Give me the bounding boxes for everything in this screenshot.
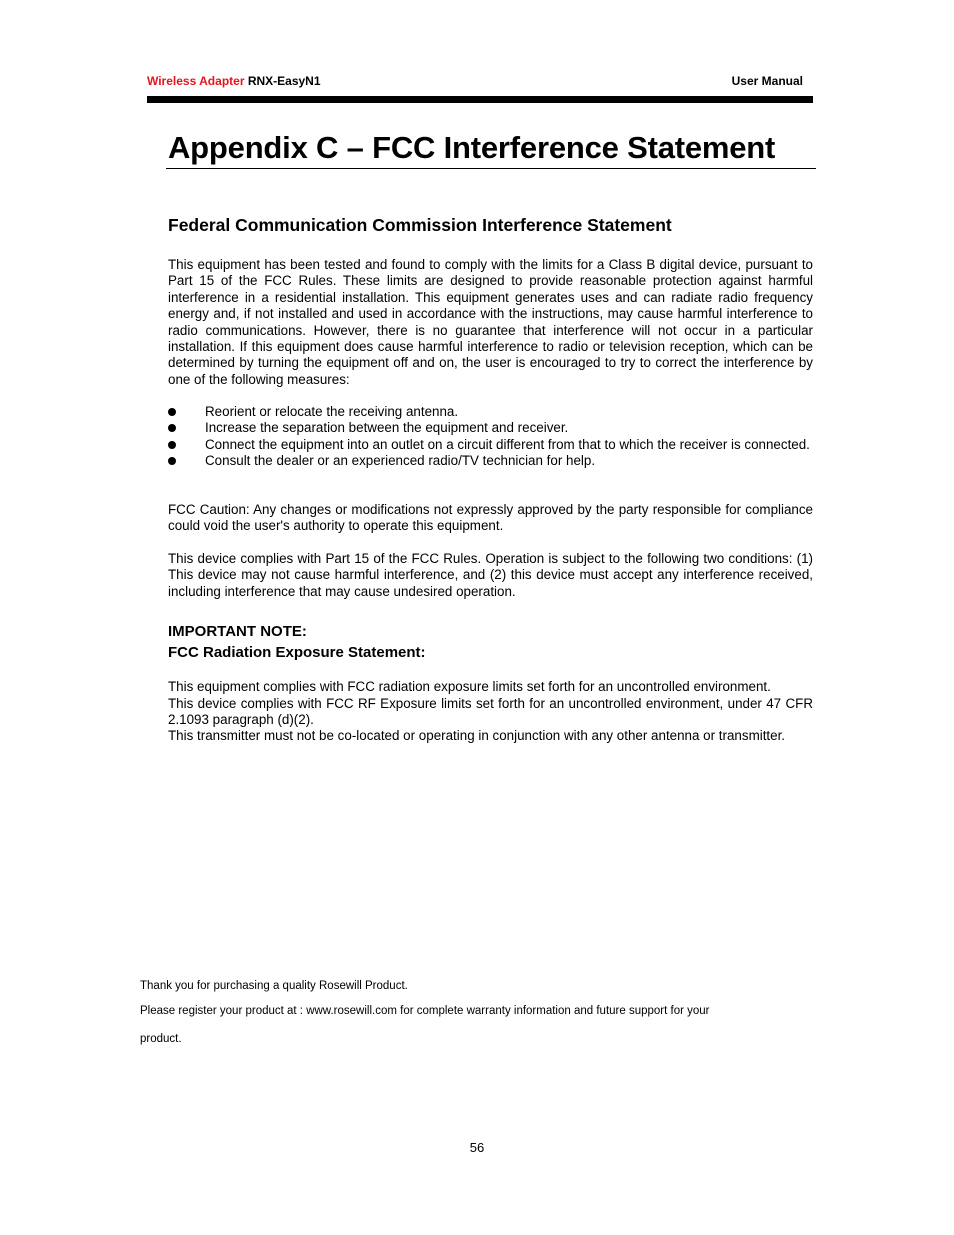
list-item-text: Increase the separation between the equipment and receiver. <box>205 420 569 436</box>
header-product <box>147 74 321 88</box>
header-product-type: Wireless Adapter <box>147 74 245 88</box>
radiation-line-1: This equipment complies with FCC radiation exposure limits set forth for an uncontrolled environment. <box>168 679 771 694</box>
header-model: RNX-EasyN1 <box>247 74 321 88</box>
radiation-exposure-heading: FCC Radiation Exposure Statement: <box>168 644 426 661</box>
list-item <box>168 453 813 469</box>
important-note-label: IMPORTANT NOTE: <box>168 623 307 640</box>
list-item <box>168 437 813 453</box>
list-item <box>168 404 813 420</box>
bullet-icon <box>168 457 176 465</box>
list-item-text: Reorient or relocate the receiving antenna. <box>205 404 459 419</box>
header-rule <box>147 96 813 103</box>
compliance-paragraph: This device complies with Part 15 of the FCC Rules. Operation is subject to the following two conditions: (1) This device may not cause harmful interference, and (2) this device must accept any interference received, including interference that may cause undesired operation. <box>168 551 813 599</box>
page-header <box>147 74 813 92</box>
intro-paragraph: This equipment has been tested and found to comply with the limits for a Class B digital device, pursuant to Part 15 of the FCC Rules. These limits are designed to provide reasonable protection against harmful interference in a residential installation. This equipment generates uses and can radiate radio frequency energy and, if not installed and used in accordance with the instructions, may cause harmful interference to radio communications. However, there is no guarantee that interference will not occur in a particular installation. If this equipment does cause harmful interference to radio or television reception, which can be determined by turning the equipment off and on, the user is encouraged to try to correct the interference by one of the following measures: <box>168 257 813 387</box>
footer-register-line-1: Please register your product at : www.rosewill.com for complete warranty information and future support for your <box>140 1005 710 1017</box>
radiation-line-3: This transmitter must not be co-located or operating in conjunction with any other antenna or transmitter. <box>168 728 786 743</box>
list-item <box>168 420 813 436</box>
section-heading: Federal Communication Commission Interference Statement <box>168 215 672 235</box>
header-doc-type: User Manual <box>731 74 803 88</box>
list-item-text: Consult the dealer or an experienced radio/TV technician for help. <box>205 453 596 469</box>
page-title: Appendix C – FCC Interference Statement <box>168 130 776 165</box>
title-underline <box>166 168 816 169</box>
measures-list <box>168 404 813 470</box>
footer-thanks: Thank you for purchasing a quality Rosewill Product. <box>140 980 408 992</box>
footer-register-line-2: product. <box>140 1033 182 1045</box>
bullet-icon <box>168 408 176 416</box>
list-item-text: Connect the equipment into an outlet on a circuit different from that to which the receiver is connected. <box>205 436 810 452</box>
bullet-icon <box>168 424 176 432</box>
caution-paragraph: FCC Caution: Any changes or modifications not expressly approved by the party responsible for compliance could void the user's authority to operate this equipment. <box>168 502 813 534</box>
bullet-icon <box>168 441 176 449</box>
radiation-line-2: This device complies with FCC RF Exposure limits set forth for an uncontrolled environment, under 47 CFR 2.1093 paragraph (d)(2). <box>168 696 813 728</box>
page-number: 56 <box>469 1140 485 1155</box>
